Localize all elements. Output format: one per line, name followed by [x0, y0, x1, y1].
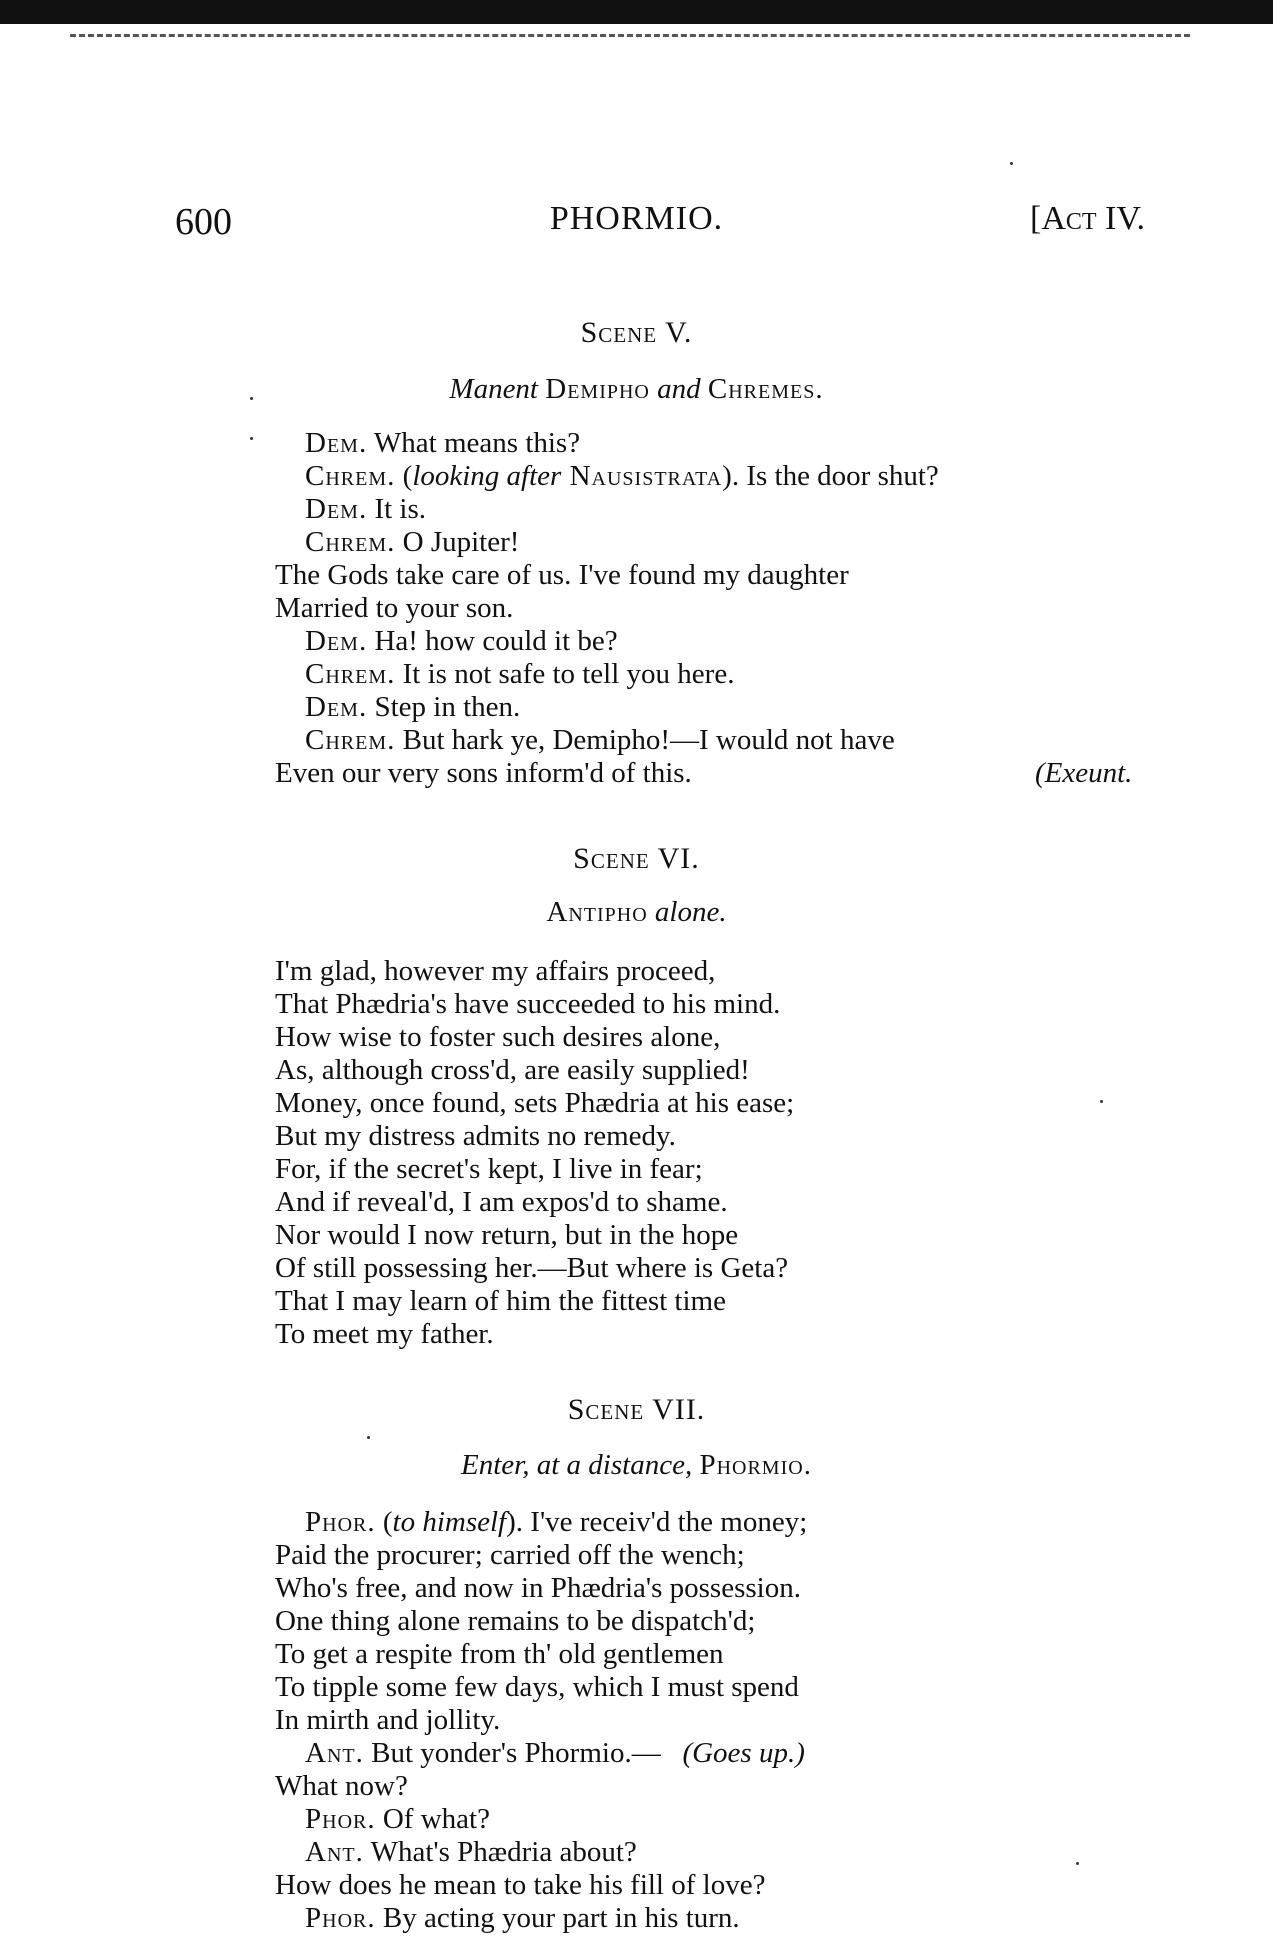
character-name: Phormio. [699, 1449, 812, 1481]
stage-italic: , at a distance, [522, 1449, 700, 1481]
line-text: It is not safe to tell you here. [395, 658, 735, 690]
line-text: But yonder's Phormio.— [363, 1737, 661, 1769]
scene-5-stage-direction [0, 373, 1273, 406]
dialogue-line [275, 1737, 807, 1770]
verse-line: To get a respite from th' old gentlemen [275, 1638, 724, 1670]
verse-line: Married to your son. [275, 592, 514, 624]
character-name: Chremes. [707, 373, 824, 405]
verse-line: That Phædria's have succeeded to his mind. [275, 988, 781, 1020]
dialogue-line [275, 625, 939, 658]
stage-italic: (Goes up.) [682, 1737, 805, 1769]
scan-rule [70, 34, 1190, 37]
running-header [0, 200, 1273, 244]
verse-line: One thing alone remains to be dispatch'd; [275, 1605, 756, 1637]
page-title: PHORMIO. [549, 200, 724, 237]
scene-7-stage-direction [0, 1449, 1273, 1482]
line-text: Ha! how could it be? [367, 625, 618, 657]
character-name: Nausistrata [561, 460, 723, 492]
speaker-label: Ant. [305, 1836, 364, 1868]
speaker-label: Ant. [305, 1737, 364, 1769]
speaker-label: Dem. [305, 493, 368, 525]
speaker-label: Dem. [305, 625, 368, 657]
scene-6-monologue [275, 955, 794, 1351]
verse-line: As, although cross'd, are easily supplied! [275, 1054, 750, 1086]
verse-line: And if reveal'd, I am expos'd to shame. [275, 1186, 728, 1218]
dialogue-line [275, 691, 939, 724]
line-text: What means this? [367, 427, 581, 459]
speaker-label: Chrem. [305, 724, 396, 756]
dialogue-line [275, 1902, 807, 1935]
verse-line: How does he mean to take his fill of love? [275, 1869, 766, 1901]
scene-5-title: Scene V. [580, 316, 693, 349]
speaker-label: Chrem. [305, 526, 396, 558]
dialogue-line [275, 460, 939, 493]
scan-speck [1010, 162, 1013, 165]
verse-line: That I may learn of him the fittest time [275, 1285, 726, 1317]
verse-line: How wise to foster such desires alone, [275, 1021, 721, 1053]
verse-line: To tipple some few days, which I must spend [275, 1671, 799, 1703]
line-text: Step in then. [367, 691, 521, 723]
dialogue-line [275, 493, 939, 526]
dialogue-line [275, 658, 939, 691]
exeunt-direction: (Exeunt. [1035, 757, 1133, 789]
dialogue-line [275, 1506, 807, 1539]
stage-italic: Enter [461, 1449, 523, 1481]
dialogue-line [275, 1836, 807, 1869]
verse-line: Money, once found, sets Phædria at his ease; [275, 1087, 795, 1119]
verse-line: Who's free, and now in Phædria's possession. [275, 1572, 801, 1604]
verse-line: Of still possessing her.—But where is Geta? [275, 1252, 789, 1284]
line-text: What's Phædria about? [363, 1836, 637, 1868]
speaker-label: Chrem. [305, 658, 396, 690]
line-text: Of what? [375, 1803, 490, 1835]
speaker-label: Phor. [305, 1902, 376, 1934]
dialogue-line [275, 1803, 807, 1836]
scene-6-stage-direction [0, 896, 1273, 929]
stage-italic: looking after [412, 460, 562, 492]
dialogue-line [275, 526, 939, 559]
line-text: But hark ye, Demipho!—I would not have [395, 724, 895, 756]
verse-line: To meet my father. [275, 1318, 494, 1350]
scan-speck [1076, 1862, 1079, 1865]
line-text: O Jupiter! [395, 526, 520, 558]
speaker-label: Dem. [305, 427, 368, 459]
verse-line: What now? [275, 1770, 408, 1802]
speaker-label: Dem. [305, 691, 368, 723]
verse-line: Even our very sons inform'd of this. [275, 757, 692, 789]
act-label: [Act IV. [1030, 200, 1146, 237]
speaker-label: Chrem. [305, 460, 396, 492]
scan-speck [1100, 1100, 1103, 1103]
scan-top-edge [0, 0, 1273, 24]
verse-line: Paid the procurer; carried off the wench; [275, 1539, 745, 1571]
character-name: Antipho [546, 896, 648, 928]
stage-italic: Manent [449, 373, 538, 405]
verse-line: The Gods take care of us. I've found my daughter [275, 559, 849, 591]
scan-speck [250, 437, 253, 440]
scene-6-title: Scene VI. [573, 842, 700, 875]
paren: ( [375, 1506, 393, 1538]
stage-italic: alone. [647, 896, 727, 928]
dialogue-line [275, 724, 939, 757]
scene-5-dialogue [275, 427, 939, 790]
verse-line: Nor would I now return, but in the hope [275, 1219, 739, 1251]
verse-line: I'm glad, however my affairs proceed, [275, 955, 716, 987]
verse-line: In mirth and jollity. [275, 1704, 501, 1736]
line-text: ). I've receiv'd the money; [506, 1506, 808, 1538]
scan-speck [367, 1436, 370, 1439]
line-text: It is. [367, 493, 427, 525]
stage-italic: and [657, 373, 701, 405]
scene-7-dialogue [275, 1506, 807, 1935]
scan-speck [250, 397, 253, 400]
page-number: 600 [175, 201, 232, 243]
line-text: ). Is the door shut? [722, 460, 939, 492]
verse-line: But my distress admits no remedy. [275, 1120, 676, 1152]
speaker-label: Phor. [305, 1506, 376, 1538]
speaker-label: Phor. [305, 1803, 376, 1835]
scene-7-title: Scene VII. [567, 1393, 706, 1426]
stage-italic: to himself [392, 1506, 507, 1538]
line-text: By acting your part in his turn. [375, 1902, 740, 1934]
dialogue-line [275, 427, 939, 460]
verse-line: For, if the secret's kept, I live in fear; [275, 1153, 703, 1185]
character-name: Demipho [545, 373, 650, 405]
paren: ( [395, 460, 413, 492]
